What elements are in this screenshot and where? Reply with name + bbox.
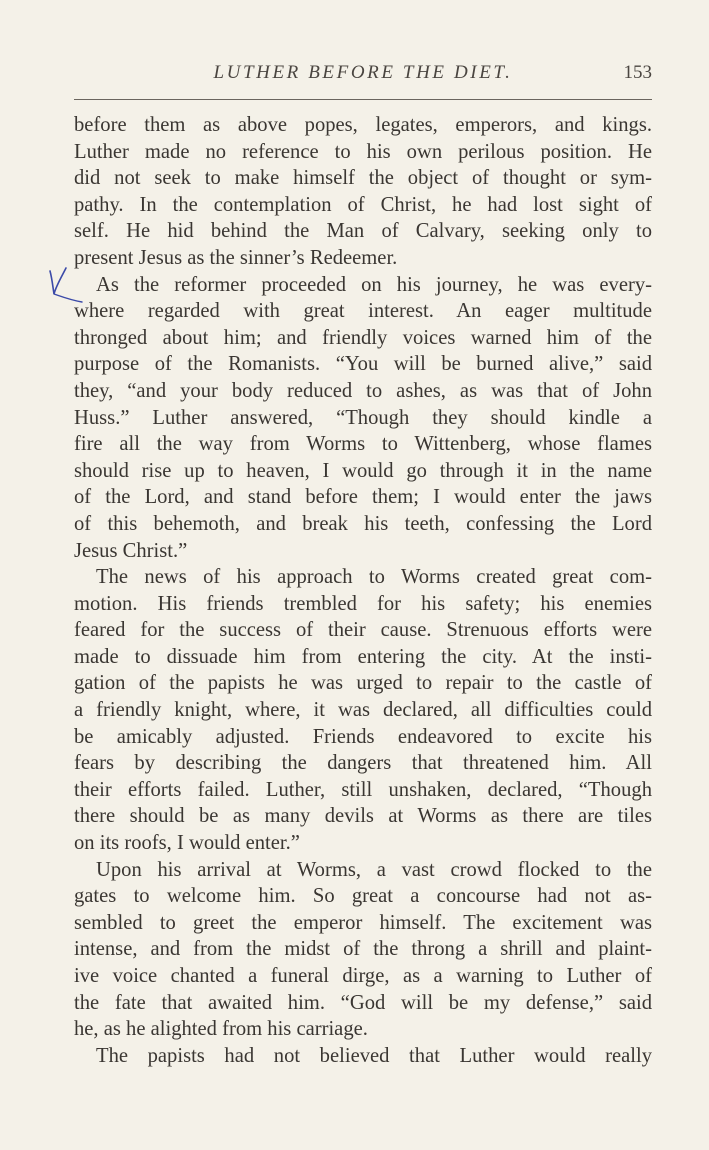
paragraph [74,564,652,857]
body-text [74,112,652,1069]
text-line: gation of the papists he was urged to repair to the castle of [74,672,652,695]
text-line: did not seek to make himself the object of thought or sym- [74,167,652,190]
text-line: on its roofs, I would enter.” [74,832,300,855]
paragraph [74,1043,652,1070]
text-line: he, as he alighted from his carriage. [74,1018,368,1041]
text-line: Jesus Christ.” [74,539,188,562]
running-title: LUTHER BEFORE THE DIET. [213,62,513,83]
text-line: fears by describing the dangers that threatened him. All [74,752,652,775]
text-line: made to dissuade him from entering the city. At the insti- [74,645,652,668]
text-line: ive voice chanted a funeral dirge, as a warning to Luther of [74,965,652,987]
header-rule [74,99,652,100]
text-line: a friendly knight, where, it was declared, all difficulties could [74,699,652,722]
text-line: Huss.” Luther answered, “Though they should kindle a [74,406,652,429]
text-line: gates to welcome him. So great a concourse had not as- [74,885,652,908]
text-line: should rise up to heaven, I would go through it in the name [74,459,652,482]
paragraph [74,272,652,565]
text-line: of the Lord, and stand before them; I would enter the jaws [74,486,652,509]
text-line: As the reformer proceeded on his journey, he was every- [96,273,652,296]
text-line: present Jesus as the sinner’s Redeemer. [74,246,398,269]
text-line: pathy. In the contemplation of Christ, he had lost sight of [74,193,652,216]
text-line: their efforts failed. Luther, still unshaken, declared, “Though [74,778,652,801]
page-number: 153 [623,62,652,83]
paragraph [74,112,652,272]
text-line: purpose of the Romanists. “You will be burned alive,” said [74,353,652,376]
text-line: of this behemoth, and break his teeth, confessing the Lord [74,512,652,535]
text-line: the fate that awaited him. “God will be my defense,” said [74,991,652,1014]
text-line: motion. His friends trembled for his safety; his enemies [74,592,652,615]
text-line: The papists had not believed that Luther would really [96,1044,652,1067]
text-line: The news of his approach to Worms created great com- [96,566,652,589]
text-line: feared for the success of their cause. Strenuous efforts were [74,619,652,642]
text-line: there should be as many devils at Worms as there are tiles [74,805,652,828]
running-head [74,60,652,96]
text-line: Luther made no reference to his own perilous position. He [74,140,652,163]
text-line: before them as above popes, legates, emperors, and kings. [74,114,652,136]
text-line: fire all the way from Worms to Wittenberg, whose flames [74,433,652,456]
paragraph [74,857,652,1043]
text-line: sembled to greet the emperor himself. The excitement was [74,911,652,934]
text-line: intense, and from the midst of the throng a shrill and plaint- [74,938,652,961]
text-line: Upon his arrival at Worms, a vast crowd flocked to the [96,858,652,881]
text-line: be amicably adjusted. Friends endeavored to excite his [74,725,652,748]
text-line: self. He hid behind the Man of Calvary, seeking only to [74,220,652,243]
text-line: where regarded with great interest. An eager multitude [74,300,652,323]
text-line: they, “and your body reduced to ashes, as was that of John [74,379,652,402]
text-line: thronged about him; and friendly voices warned him of the [74,326,652,349]
